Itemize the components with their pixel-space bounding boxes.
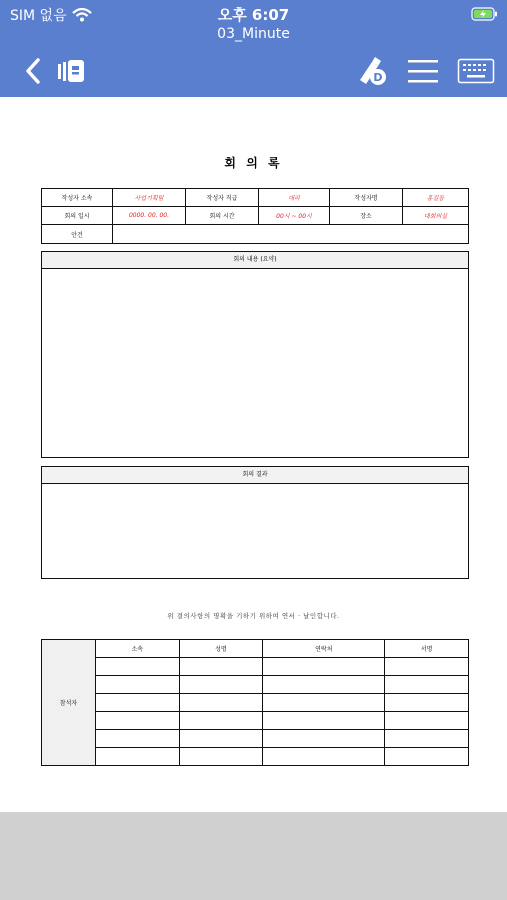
agenda-value[interactable] (113, 225, 469, 244)
attendees-label: 참석자 (42, 640, 96, 766)
signature-note: 위 결의사항의 명확을 기하기 위하여 연서 · 날인합니다. (167, 612, 340, 620)
table-row (42, 748, 469, 766)
table-row (42, 730, 469, 748)
keyboard-icon (457, 58, 495, 84)
table-cell[interactable] (385, 730, 469, 748)
table-cell[interactable] (263, 694, 385, 712)
table-cell[interactable] (96, 730, 180, 748)
hancom-viewer-button[interactable] (55, 56, 87, 86)
table-cell[interactable] (96, 712, 180, 730)
pen-edit-icon (357, 56, 389, 86)
app-header (0, 0, 507, 97)
table-cell[interactable] (96, 658, 180, 676)
table-row (42, 676, 469, 694)
agenda-label: 안건 (42, 225, 113, 244)
info-row-author (42, 189, 469, 207)
author-dept-label: 작성자 소속 (42, 189, 113, 207)
meeting-time-label: 회의 시간 (186, 207, 259, 225)
info-table (41, 188, 469, 244)
table-cell[interactable] (179, 694, 263, 712)
col-name: 성명 (179, 640, 263, 658)
menu-button[interactable] (406, 56, 440, 86)
table-cell[interactable] (263, 748, 385, 766)
svg-text:D: D (373, 71, 383, 84)
author-rank-label: 작성자 직급 (186, 189, 259, 207)
author-dept-value[interactable]: 사업기획팀 (113, 189, 186, 207)
edit-draw-button[interactable] (356, 55, 390, 87)
battery-icon (471, 6, 499, 25)
chevron-left-icon (25, 58, 41, 84)
table-cell[interactable] (179, 676, 263, 694)
document-page[interactable] (0, 97, 507, 812)
table-row (42, 658, 469, 676)
meeting-time-value[interactable]: 00시 ~ 00시 (259, 207, 330, 225)
col-signature: 서명 (385, 640, 469, 658)
attendees-header-row (42, 640, 469, 658)
table-row (42, 694, 469, 712)
keyboard-button[interactable] (456, 56, 496, 86)
table-cell[interactable] (385, 748, 469, 766)
table-cell[interactable] (385, 694, 469, 712)
carrier-label: SIM 없음 (10, 8, 67, 24)
author-name-label: 작성자명 (330, 189, 403, 207)
table-cell[interactable] (96, 676, 180, 694)
author-rank-value[interactable]: 대리 (259, 189, 330, 207)
table-cell[interactable] (179, 658, 263, 676)
meeting-content-header: 회의 내용 (요약) (42, 252, 468, 269)
meeting-result-header: 회의 결과 (42, 467, 468, 484)
back-button[interactable] (20, 57, 46, 85)
table-cell[interactable] (179, 712, 263, 730)
table-cell[interactable] (263, 658, 385, 676)
form-title: 회 의 록 (224, 156, 283, 170)
table-cell[interactable] (263, 712, 385, 730)
table-row (42, 712, 469, 730)
location-value[interactable]: 대회의실 (403, 207, 469, 225)
meeting-date-value[interactable]: 0000. 00. 00. (113, 207, 186, 225)
meeting-result-box[interactable] (41, 466, 469, 579)
document-title: 03_Minute (217, 26, 290, 42)
table-cell[interactable] (96, 694, 180, 712)
document-app-icon (56, 57, 86, 85)
col-contact: 연락처 (263, 640, 385, 658)
table-cell[interactable] (385, 676, 469, 694)
col-department: 소속 (96, 640, 180, 658)
info-row-meeting (42, 207, 469, 225)
status-time: 오후 6:07 (217, 6, 290, 24)
table-cell[interactable] (96, 748, 180, 766)
info-row-agenda (42, 225, 469, 244)
meeting-content-box[interactable] (41, 251, 469, 458)
table-cell[interactable] (263, 676, 385, 694)
meeting-date-label: 회의 일시 (42, 207, 113, 225)
attendees-table (41, 639, 469, 766)
table-cell[interactable] (179, 730, 263, 748)
table-cell[interactable] (179, 748, 263, 766)
author-name-value[interactable]: 홍길동 (403, 189, 469, 207)
table-cell[interactable] (385, 658, 469, 676)
location-label: 장소 (330, 207, 403, 225)
table-cell[interactable] (385, 712, 469, 730)
table-cell[interactable] (263, 730, 385, 748)
hamburger-menu-icon (407, 58, 439, 84)
